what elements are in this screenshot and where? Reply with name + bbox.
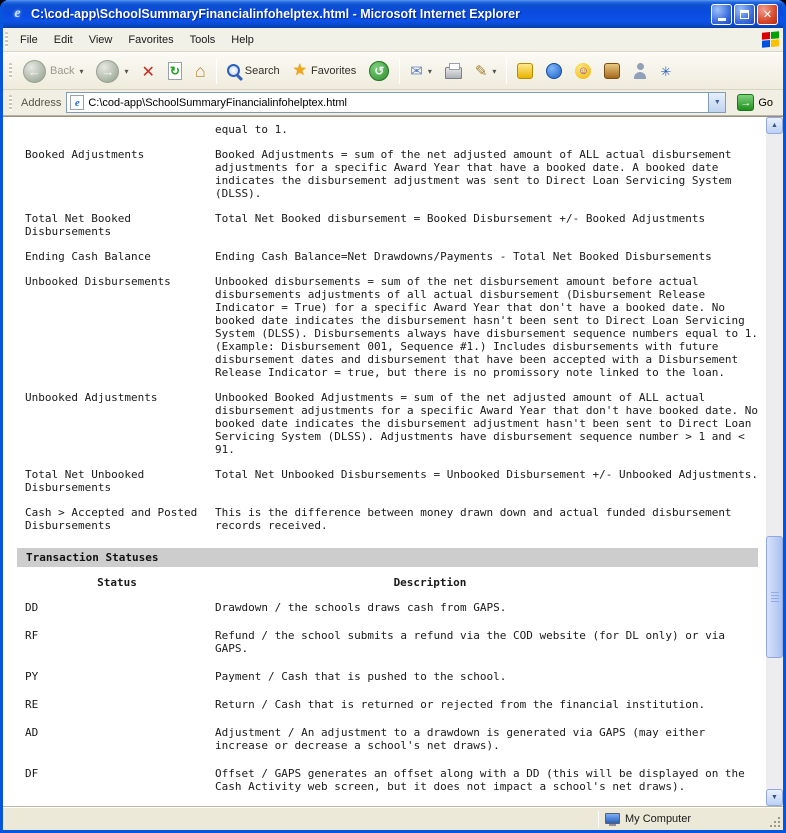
address-value[interactable]: C:\cod-app\SchoolSummaryFinancialinfohelptex.html — [88, 96, 347, 109]
status-bar — [3, 806, 783, 830]
forward-icon: → — [96, 60, 119, 83]
definition-row — [25, 506, 766, 532]
definition-description: Ending Cash Balance=Net Drawdowns/Payments - Total Net Booked Disbursements — [215, 250, 712, 263]
print-button[interactable] — [439, 55, 468, 87]
messenger-button[interactable] — [540, 55, 568, 87]
edit-button[interactable] — [469, 55, 503, 87]
contacts-icon — [633, 63, 647, 79]
definition-description: This is the difference between money drawn down and actual funded disbursement records received. — [215, 506, 732, 532]
mail-button[interactable] — [404, 55, 438, 87]
forward-dropdown-icon: ▾ — [124, 66, 129, 76]
status-description: Offset / GAPS generates an offset along with a DD (this will be displayed on the Cash Activity web screen, but it does not impact a school's net draws). — [215, 767, 745, 793]
refresh-button[interactable] — [162, 55, 188, 87]
title-bar[interactable] — [3, 0, 783, 28]
mail-icon: ✉ — [410, 62, 423, 80]
icq-icon — [604, 63, 620, 79]
stop-icon: ✕ — [141, 61, 155, 81]
maximize-button[interactable] — [734, 4, 755, 25]
scroll-down-button[interactable]: ▼ — [766, 789, 783, 806]
scroll-up-button[interactable]: ▲ — [766, 117, 783, 134]
discuss-button[interactable] — [511, 55, 539, 87]
yahoo-messenger-icon: ☺ — [575, 63, 591, 79]
rebar-grip[interactable] — [5, 32, 8, 48]
go-label: Go — [758, 96, 773, 109]
definition-description: Total Net Unbooked Disbursements = Unbooked Disbursement +/- Unbooked Adjustments. — [215, 468, 759, 481]
refresh-icon: ↻ — [169, 64, 180, 78]
ie-icon: e — [14, 6, 21, 21]
menu-favorites[interactable]: Favorites — [128, 33, 174, 46]
status-pane-main — [3, 807, 598, 830]
address-dropdown-button[interactable]: ▼ — [708, 93, 725, 112]
menu-file[interactable]: File — [20, 33, 38, 46]
close-button[interactable]: ✕ — [757, 4, 778, 25]
page-icon: e — [70, 95, 84, 110]
contacts-button[interactable] — [627, 55, 653, 87]
edit-icon: ✎ — [474, 62, 488, 80]
toolbar-separator — [506, 58, 507, 84]
favorites-label: Favorites — [310, 65, 357, 77]
security-zone-label: My Computer — [625, 812, 692, 825]
window-title: C:\cod-app\SchoolSummaryFinancialinfohelptex.html - Microsoft Internet Explorer — [31, 7, 520, 21]
status-table-row — [25, 767, 766, 793]
definition-row — [25, 275, 766, 379]
address-label: Address — [21, 96, 62, 109]
status-description: Drawdown / the schools draws cash from GAPS. — [215, 601, 507, 614]
definition-term: Booked Adjustments — [25, 148, 145, 161]
status-table-row — [25, 698, 766, 711]
search-label: Search — [244, 65, 280, 77]
status-pane-zone — [599, 807, 767, 830]
windows-logo-icon — [762, 31, 779, 47]
back-icon: ← — [23, 60, 46, 83]
definition-row — [25, 148, 766, 200]
status-description: Adjustment / An adjustment to a drawdown is generated via GAPS (may either increase or decrease a school's net draws). — [215, 726, 706, 752]
status-description: Refund / the school submits a refund via the COD website (for DL only) or via GAPS. — [215, 629, 725, 655]
document-area — [3, 116, 783, 806]
definition-description: Total Net Booked disbursement = Booked Disbursement +/- Booked Adjustments — [215, 212, 706, 225]
definition-row — [25, 250, 766, 263]
my-computer-icon — [605, 813, 620, 824]
discuss-icon — [517, 63, 533, 79]
stop-button[interactable] — [136, 55, 161, 87]
menu-view[interactable]: View — [88, 33, 113, 46]
vertical-scrollbar[interactable] — [766, 117, 783, 806]
status-table-row — [25, 629, 766, 655]
menu-edit[interactable]: Edit — [53, 33, 73, 46]
definition-row — [25, 123, 766, 136]
definition-description: Booked Adjustments = sum of the net adjusted amount of ALL actual disbursement adjustments for a specific Award Year that have a booked date. A booked date indicates the disbursement adjustment was sent to Direct Loan Servicing System (DLSS). — [215, 148, 732, 200]
yahoo-messenger-button[interactable] — [569, 55, 597, 87]
mail-dropdown-icon: ▾ — [427, 66, 432, 76]
address-bar — [3, 90, 783, 116]
edit-dropdown-icon: ▾ — [492, 66, 497, 76]
definition-term: Unbooked Disbursements — [25, 275, 171, 288]
history-icon: ↺ — [369, 61, 389, 81]
definition-term: Cash > Accepted and Posted Disbursements — [25, 506, 198, 532]
address-input[interactable] — [66, 92, 726, 113]
home-icon: ⌂ — [194, 61, 206, 81]
forward-button[interactable] — [90, 55, 134, 87]
messenger-icon — [546, 63, 562, 79]
toolbar-separator — [399, 58, 400, 84]
favorites-button[interactable] — [287, 55, 363, 87]
status-description: Payment / Cash that is pushed to the school. — [215, 670, 507, 683]
status-table-row — [25, 670, 766, 683]
page-content — [3, 117, 766, 806]
status-description: Return / Cash that is returned or rejected from the financial institution. — [215, 698, 706, 711]
favorites-icon: ★ — [292, 62, 307, 79]
go-button[interactable] — [731, 91, 779, 115]
definition-term: Total Net Unbooked Disbursements — [25, 468, 145, 494]
menu-bar — [3, 28, 783, 52]
status-column-header: Status — [97, 576, 137, 589]
status-code: PY — [25, 670, 39, 683]
status-code: RF — [25, 629, 39, 642]
rebar-grip[interactable] — [9, 63, 12, 79]
print-icon — [445, 67, 462, 79]
research-button[interactable] — [654, 55, 677, 87]
definition-description: Unbooked disbursements = sum of the net disbursement amount before actual disbursements adjustments of all actual disbursement (Disbursement Release Indicator = True) for a specific Award Year that don't have a booked date. No booked date indicates the disbursement hasn't been sent to Direct Loan Servicing System (DLSS). Disbursements always have disbursement sequence numbers equal to 1. (Example: Disbursement 001, Sequence #1.) Includes disbursements with future disbursement dates and disbursement that have been accepted with a Disbursement Release Indicator = true, but there is no promissory note linked to the loan. — [215, 275, 759, 379]
standard-toolbar — [3, 52, 783, 90]
scrollbar-thumb[interactable] — [766, 536, 783, 658]
minimize-button[interactable] — [711, 4, 732, 25]
section-header: Transaction Statuses — [17, 548, 758, 567]
statuses-header-row — [25, 576, 766, 589]
minimize-icon — [718, 18, 726, 21]
back-label: Back — [50, 65, 75, 77]
status-table-row — [25, 726, 766, 752]
resize-grip[interactable] — [767, 807, 783, 830]
definition-term — [25, 123, 215, 136]
definition-term: Unbooked Adjustments — [25, 391, 158, 404]
status-code: AD — [25, 726, 39, 739]
back-button[interactable] — [17, 55, 89, 87]
status-table-row — [25, 601, 766, 614]
research-icon: ✳ — [660, 63, 672, 79]
definition-row — [25, 468, 766, 494]
definition-row — [25, 391, 766, 456]
maximize-icon — [740, 10, 749, 19]
caption-buttons — [711, 4, 778, 25]
definition-description: Unbooked Booked Adjustments = sum of the net adjusted amount of ALL actual disbursement adjustments for a specific Award Year that don't have booked date. No booked date indicates the disbursement adjustment hasn't been sent to Direct Loan Servicing System (DLSS). Adjustments have disbursement sequence number > 1 and < 91. — [215, 391, 759, 456]
search-button[interactable] — [221, 55, 286, 87]
previous-text-fragment: equal to 1. — [215, 123, 288, 136]
go-icon: → — [737, 94, 754, 111]
back-dropdown-icon: ▾ — [79, 66, 84, 76]
definition-term: Ending Cash Balance — [25, 250, 151, 263]
definition-row — [25, 212, 766, 238]
menu-help[interactable]: Help — [231, 33, 254, 46]
definition-term: Total Net Booked Disbursements — [25, 212, 131, 238]
rebar-grip[interactable] — [9, 95, 12, 111]
grip-dots-icon — [778, 825, 780, 827]
home-button[interactable] — [189, 55, 212, 87]
status-code: DD — [25, 601, 39, 614]
menu-tools[interactable]: Tools — [189, 33, 216, 46]
icq-button[interactable] — [598, 55, 626, 87]
description-column-header: Description — [393, 576, 467, 589]
history-button[interactable] — [363, 55, 395, 87]
toolbar-separator — [216, 58, 217, 84]
status-code: RE — [25, 698, 39, 711]
search-icon — [227, 64, 241, 78]
status-code: DF — [25, 767, 39, 780]
